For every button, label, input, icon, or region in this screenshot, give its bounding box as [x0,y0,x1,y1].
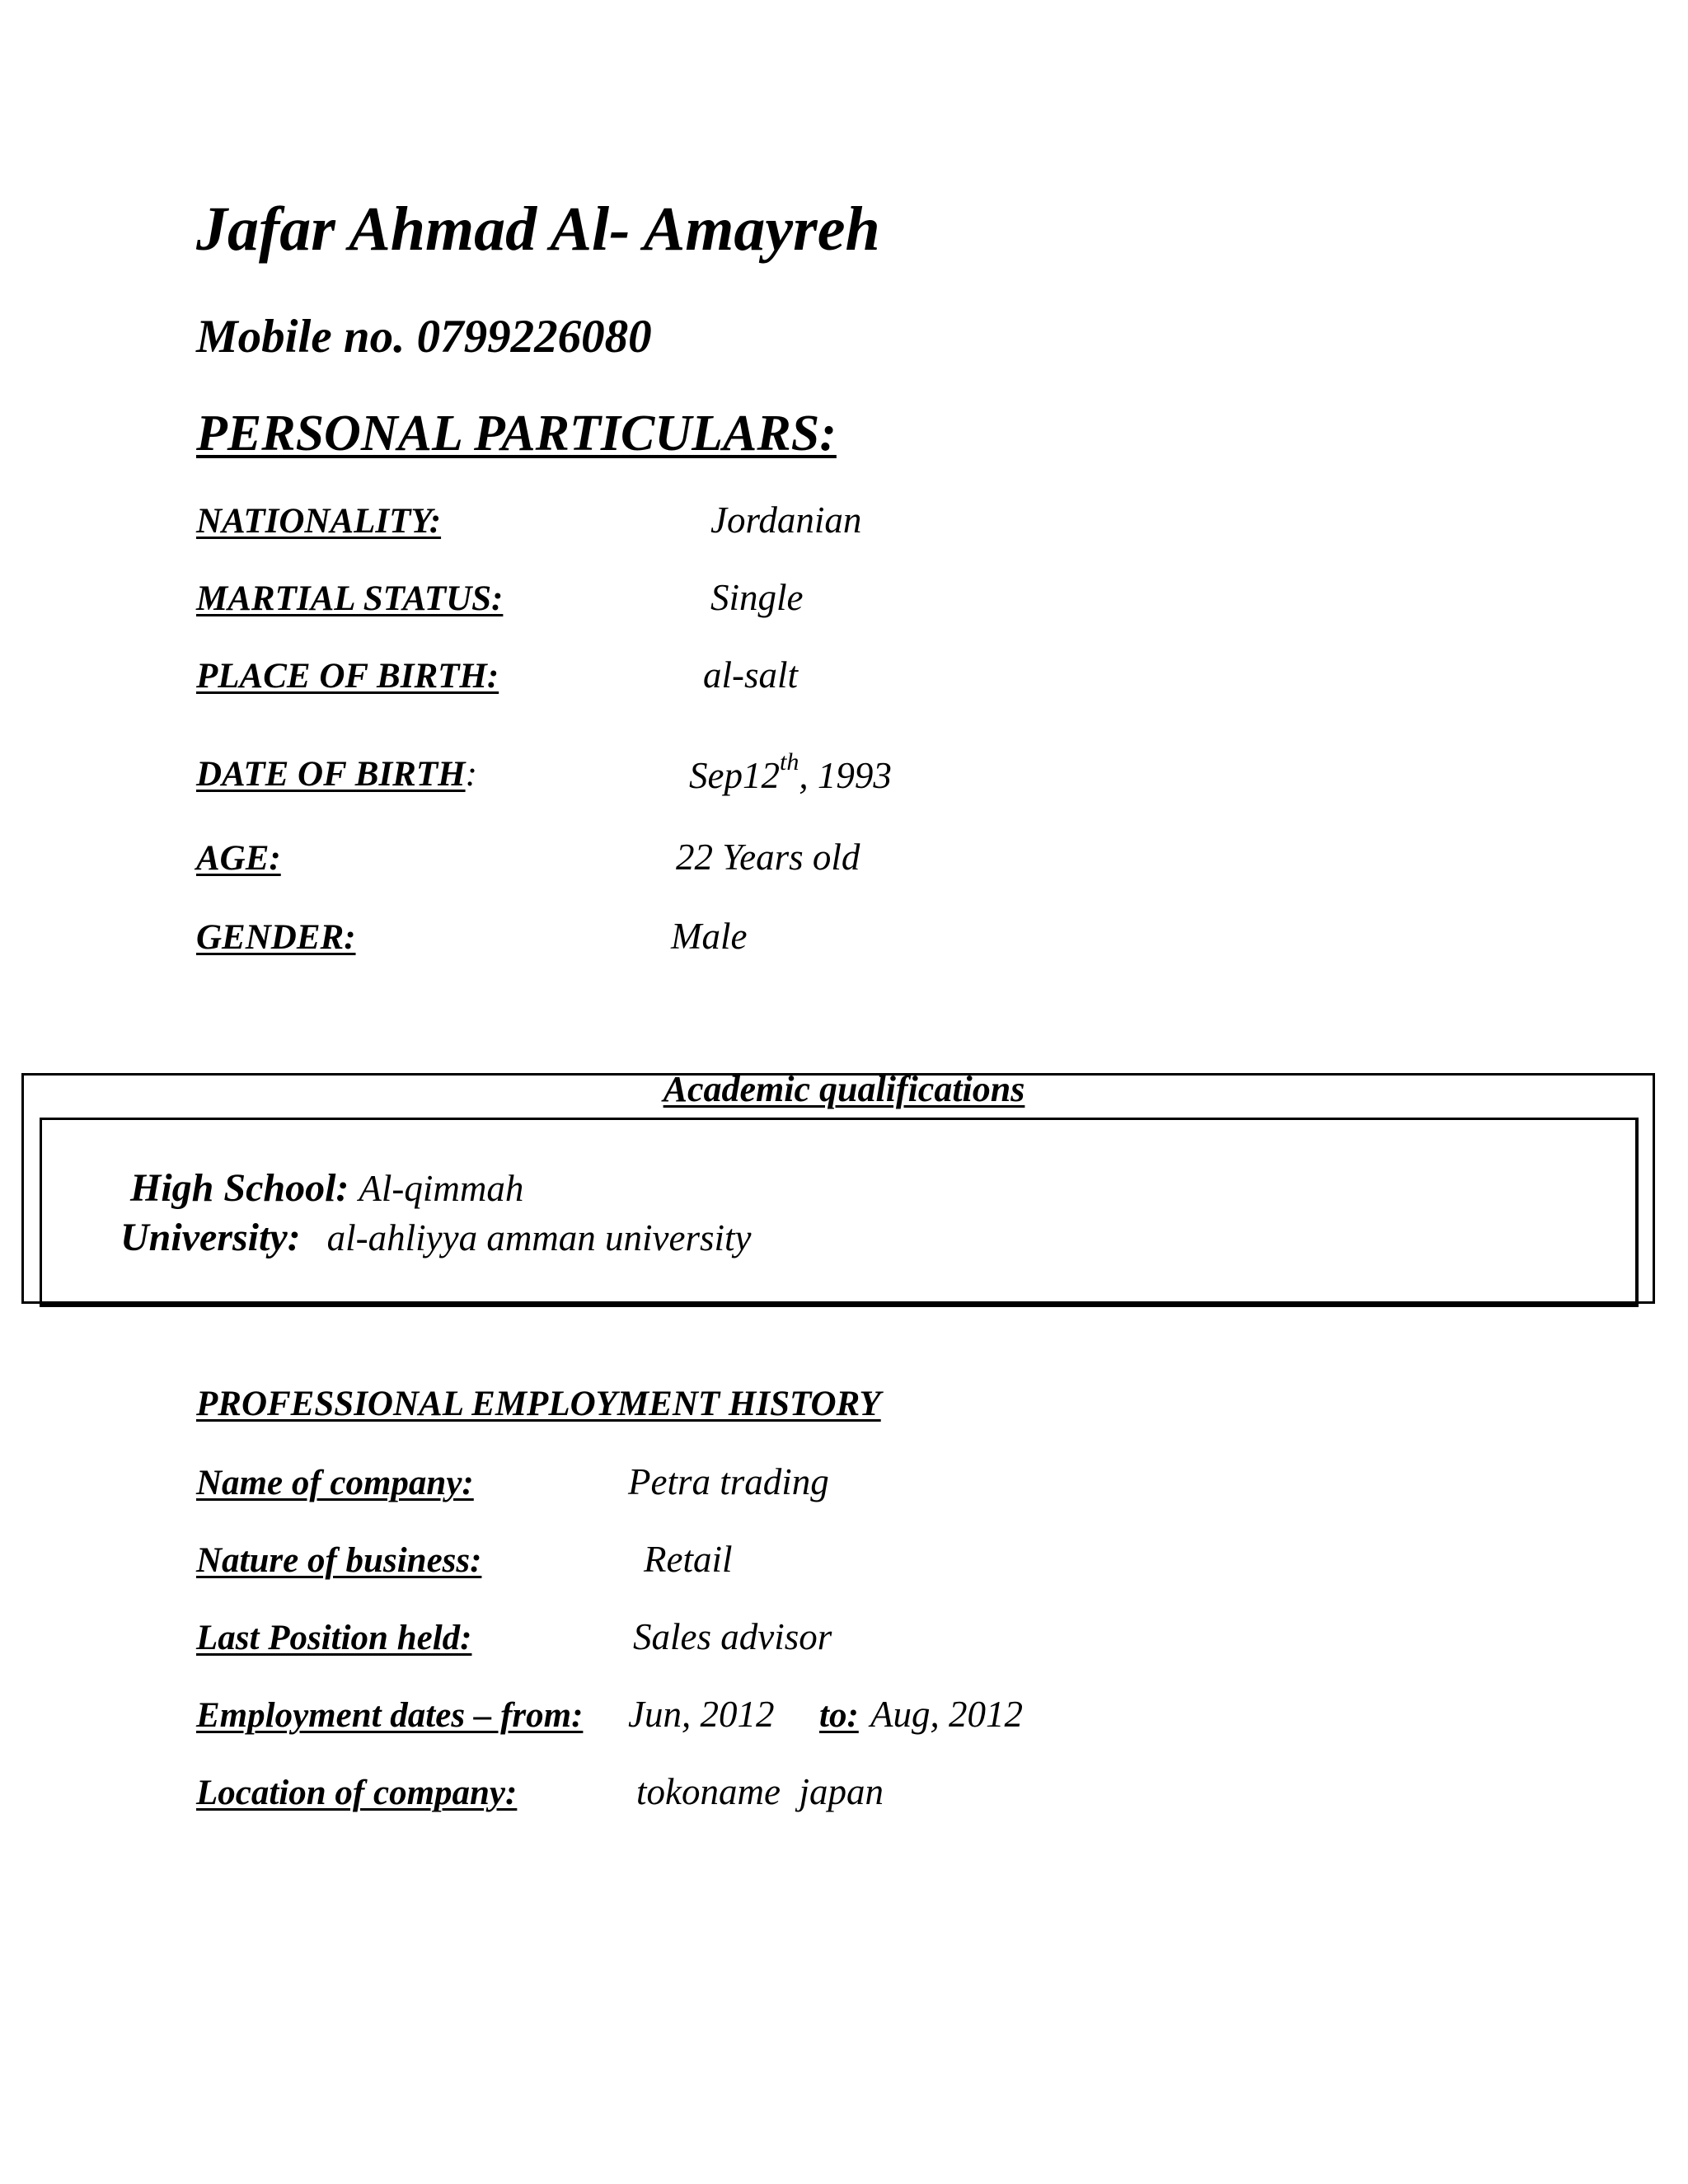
date-of-birth-row [196,757,477,792]
academic-heading [0,1071,1688,1108]
academic-heading-text: Academic qualifications [663,1069,1025,1109]
university-row [120,1218,752,1258]
age-value: 22 Years old [676,837,860,878]
academic-inner-box [40,1118,1639,1307]
employment-to-value: Aug, 2012 [870,1694,1023,1735]
place-of-birth-value: al-salt [703,654,799,696]
nature-of-business-label: Nature of business: [196,1541,482,1580]
marital-status-label: MARTIAL STATUS: [196,579,504,618]
last-position-value: Sales advisor [633,1616,832,1657]
gender-value: Male [671,916,748,957]
dob-ordinal: th [779,748,799,776]
employment-history-heading: PROFESSIONAL EMPLOYMENT HISTORY [196,1385,881,1423]
company-name-value: Petra trading [628,1461,829,1502]
date-of-birth-colon: : [465,755,477,794]
employment-to-label: to: [819,1696,859,1735]
high-school-label: High School: [130,1166,349,1210]
nature-of-business-value: Retail [644,1539,733,1580]
company-name-label: Name of company: [196,1464,474,1502]
marital-status-value: Single [710,577,804,618]
personal-particulars-heading: PERSONAL PARTICULARS: [196,405,837,462]
university-value: al-ahliyya amman university [326,1217,752,1258]
dob-day: Sep12 [689,755,780,796]
employment-dates-label: Employment dates – from: [196,1696,584,1735]
date-of-birth-label: DATE OF BIRTH [196,755,466,794]
employment-from-value: Jun, 2012 [628,1694,775,1735]
gender-label: GENDER: [196,918,356,957]
nationality-label: NATIONALITY: [196,502,442,541]
mobile-number: Mobile no. 0799226080 [196,311,652,363]
university-label: University: [120,1216,301,1259]
applicant-name: Jafar Ahmad Al- Amayreh [196,194,880,264]
dob-year: , 1993 [799,755,892,796]
last-position-label: Last Position held: [196,1619,472,1657]
date-of-birth-value [689,748,892,796]
company-location-value: tokoname japan [636,1771,884,1812]
high-school-row [130,1166,524,1210]
age-label: AGE: [196,839,281,878]
high-school-value: Al-qimmah [359,1168,524,1209]
company-location-label: Location of company: [196,1774,518,1812]
place-of-birth-label: PLACE OF BIRTH: [196,657,499,696]
nationality-value: Jordanian [710,499,862,541]
